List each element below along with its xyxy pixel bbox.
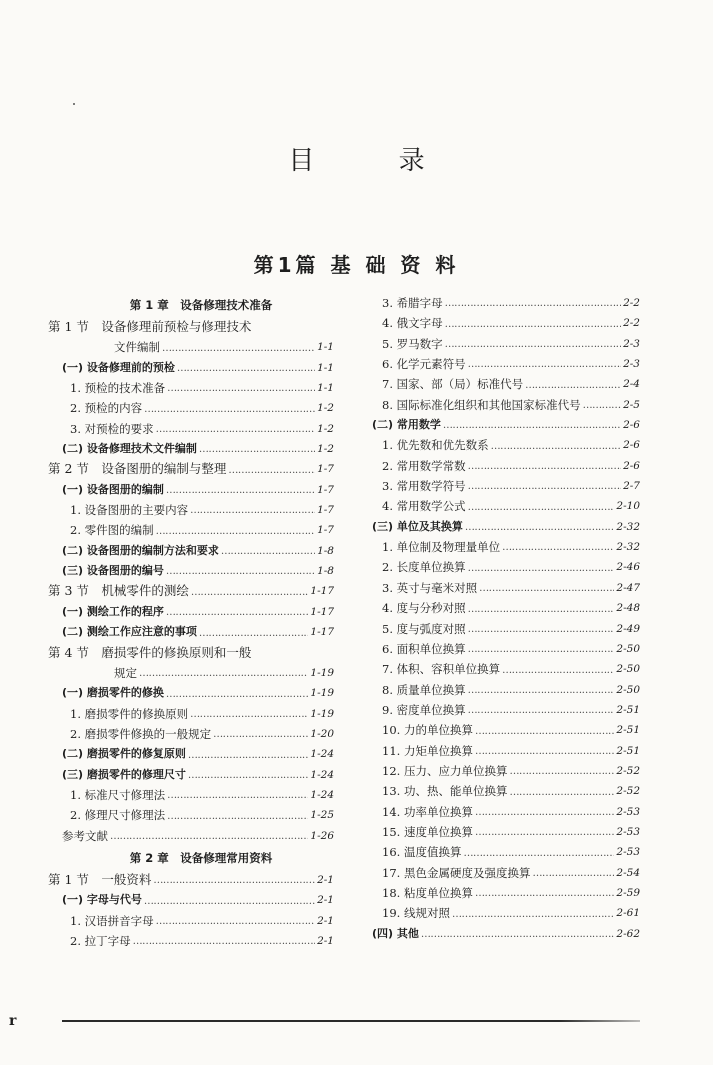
toc-dot-leader (156, 421, 315, 439)
toc-entry-title: 1. 汉语拼音字母 (70, 913, 154, 928)
toc-entry-title: (二) 设备图册的编制方法和要求 (62, 543, 219, 557)
toc-entry-page: 2-32 (616, 541, 640, 554)
toc-entry-item (48, 931, 334, 951)
toc-entry-page: 2-51 (616, 703, 640, 716)
toc-entry-title: 2. 拉丁字母 (70, 933, 131, 948)
toc-dot-leader (156, 913, 315, 931)
toc-entry-title: 17. 黑色金属硬度及强度换算 (382, 865, 531, 880)
toc-entry-page: 2-1 (317, 894, 334, 907)
toc-dot-leader (583, 397, 621, 415)
toc-dot-leader (468, 356, 621, 374)
toc-entry-page: 1-25 (310, 809, 334, 822)
toc-dot-leader (177, 360, 315, 378)
toc-entry-title: 2. 零件图的编制 (70, 523, 154, 538)
toc-dot-leader (167, 787, 308, 805)
toc-dot-leader (468, 560, 615, 578)
toc-dot-leader (166, 686, 309, 704)
toc-entry-item (372, 842, 640, 862)
toc-entry-title: 6. 化学元素符号 (382, 357, 466, 372)
toc-entry-section (48, 317, 334, 337)
toc-entry-title: (二) 常用数学 (372, 418, 441, 432)
toc-entry-title: (三) 单位及其换算 (372, 519, 463, 533)
toc-entry-item (372, 619, 640, 639)
toc-entry-page: 1-19 (310, 707, 334, 720)
toc-entry-title: 12. 压力、应力单位换算 (382, 763, 508, 778)
toc-dot-leader (468, 702, 615, 720)
toc-entry-page: 2-50 (616, 663, 640, 676)
toc-entry-item (372, 761, 640, 781)
toc-entry-item (372, 476, 640, 496)
toc-entry-page: 2-50 (616, 683, 640, 696)
toc-dot-leader (445, 295, 621, 313)
toc-entry-title: (一) 磨损零件的修换 (62, 686, 164, 700)
toc-entry-title: (三) 设备图册的编号 (62, 564, 164, 578)
toc-entry-title: (一) 设备图册的编制 (62, 482, 164, 496)
toc-entry-item (48, 419, 334, 439)
toc-entry-title: 1. 预检的技术准备 (70, 381, 166, 396)
toc-entry-page: 2-61 (616, 907, 640, 920)
toc-entry-page: 1-24 (310, 788, 334, 801)
toc-entry-title: 2. 长度单位换算 (382, 560, 466, 575)
toc-entry-page: 2-1 (317, 914, 334, 927)
toc-entry-item (372, 700, 640, 720)
toc-entry-title: 2. 常用数学常数 (382, 458, 466, 473)
toc-right-column (372, 293, 640, 944)
toc-entry-item (372, 822, 640, 842)
toc-dot-leader (468, 458, 621, 476)
toc-entry-title: 4. 度与分秒对照 (382, 601, 466, 616)
toc-entry-page: 1-17 (310, 626, 334, 639)
toc-dot-leader (166, 604, 309, 622)
toc-entry-item (48, 500, 334, 520)
toc-entry-page: 1-8 (317, 565, 334, 578)
toc-entry-title: 1. 磨损零件的修换原则 (70, 706, 189, 721)
toc-entry-sub (48, 358, 334, 378)
toc-dot-leader (452, 906, 614, 924)
toc-entry-sub (48, 439, 334, 459)
toc-entry-page: 2-6 (623, 419, 640, 432)
toc-entry-page: 1-19 (310, 666, 334, 679)
toc-entry-item (372, 496, 640, 516)
toc-entry-page: 2-52 (616, 785, 640, 798)
toc-entry-page: 1-2 (317, 402, 334, 415)
toc-dot-leader (509, 784, 614, 802)
toc-entry-title: 16. 温度值换算 (382, 845, 462, 860)
toc-entry-sub (48, 744, 334, 764)
toc-entry-title: 1. 标准尺寸修理法 (70, 787, 166, 802)
toc-entry-item (372, 720, 640, 740)
toc-entry-page: 1-20 (310, 727, 334, 740)
toc-dot-leader (228, 462, 315, 480)
toc-entry-title: (三) 磨损零件的修理尺寸 (62, 767, 186, 781)
toc-entry-section (48, 581, 334, 601)
toc-entry-item (48, 398, 334, 418)
toc-entry-title: (一) 字母与代号 (62, 893, 142, 907)
toc-entry-page: 1-1 (317, 341, 334, 354)
toc-entry-sub (48, 541, 334, 561)
toc-entry-sub (48, 561, 334, 581)
toc-entry-title: (一) 测绘工作的程序 (62, 604, 164, 618)
toc-entry-title: 第 2 节 设备图册的编制与整理 (48, 461, 227, 477)
toc-entry-page: 2-52 (616, 764, 640, 777)
toc-entry-title: (二) 设备修理技术文件编制 (62, 442, 197, 456)
toc-entry-item (48, 805, 334, 825)
toc-dot-leader (144, 893, 315, 911)
toc-entry-page: 2-49 (616, 622, 640, 635)
toc-dot-leader (162, 340, 315, 358)
toc-dot-leader (199, 441, 315, 459)
toc-entry-page: 1-19 (310, 687, 334, 700)
toc-dot-leader (188, 747, 309, 765)
toc-entry-item (372, 354, 640, 374)
toc-entry-item (372, 537, 640, 557)
toc-dot-leader (475, 743, 614, 761)
toc-entry-page: 2-53 (616, 825, 640, 838)
toc-dot-leader (166, 482, 315, 500)
toc-entry-page: 1-17 (310, 605, 334, 618)
page-title: 目 录 (288, 146, 463, 176)
toc-entry-sub (372, 517, 640, 537)
toc-entry-title: 3. 希腊字母 (382, 296, 443, 310)
toc-entry-item (372, 293, 640, 313)
toc-entry-title: 2. 磨损零件修换的一般规定 (70, 726, 212, 741)
toc-dot-leader (153, 872, 315, 890)
toc-entry-title: 14. 功率单位换算 (382, 804, 473, 819)
toc-entry-title: 3. 英寸与毫米对照 (382, 580, 478, 595)
toc-entry-page: 2-47 (616, 581, 640, 594)
toc-dot-leader (468, 499, 615, 517)
toc-dot-leader (133, 933, 315, 951)
toc-entry-item (372, 741, 640, 761)
toc-entry-item (372, 659, 640, 679)
toc-entry-title: 8. 国际标准化组织和其他国家标准代号 (382, 397, 581, 412)
toc-entry-item (48, 520, 334, 540)
toc-entry-page: 2-2 (623, 317, 640, 330)
toc-entry-page: 2-54 (616, 866, 640, 879)
toc-entry-item (372, 598, 640, 618)
toc-entry-page: 1-7 (317, 483, 334, 496)
toc-entry-chapter (48, 846, 334, 870)
toc-entry-title: 1. 优先数和优先数系 (382, 438, 489, 453)
toc-dot-leader (502, 539, 614, 557)
toc-entry-title: 第 1 节 设备修理前预检与修理技术 (48, 319, 252, 334)
toc-entry-title: 1. 单位制及物理量单位 (382, 540, 501, 555)
toc-entry-page: 2-51 (616, 744, 640, 757)
toc-entry-page: 1-1 (317, 361, 334, 374)
toc-dot-leader (468, 621, 615, 639)
toc-entry-item (372, 863, 640, 883)
toc-entry-item (48, 724, 334, 744)
toc-entry-page: 2-53 (616, 805, 640, 818)
toc-entry-page: 1-8 (317, 544, 334, 557)
toc-entry-page: 2-32 (616, 520, 640, 533)
toc-entry-page: 2-51 (616, 724, 640, 737)
toc-entry-sub (48, 683, 334, 703)
toc-entry-page: 2-3 (623, 337, 640, 350)
toc-entry-title: 2. 预检的内容 (70, 401, 143, 416)
toc-dot-leader (475, 723, 614, 741)
toc-entry-page: 1-2 (317, 443, 334, 456)
toc-entry-title: 11. 力矩单位换算 (382, 743, 473, 758)
toc-entry-item (48, 911, 334, 931)
toc-entry-title: 文件编制 (114, 340, 160, 355)
toc-entry-title: 第 1 章 设备修理技术准备 (129, 298, 273, 312)
toc-dot-leader (156, 523, 315, 541)
toc-entry-section (48, 643, 334, 663)
toc-entry-title: 15. 速度单位换算 (382, 824, 473, 839)
toc-dot-leader (167, 380, 315, 398)
toc-entry-page: 2-50 (616, 642, 640, 655)
toc-entry-sub (48, 622, 334, 642)
toc-entry-cont (48, 663, 334, 683)
toc-entry-item (372, 802, 640, 822)
toc-entry-item (372, 313, 640, 333)
toc-entry-page: 2-6 (623, 439, 640, 452)
toc-entry-title: 3. 常用数学符号 (382, 479, 466, 494)
toc-dot-leader (421, 926, 615, 944)
toc-entry-title: (二) 磨损零件的修复原则 (62, 747, 186, 761)
toc-entry-title: 8. 质量单位换算 (382, 682, 466, 697)
toc-entry-item (48, 378, 334, 398)
toc-dot-leader (468, 641, 615, 659)
toc-dot-leader (465, 519, 615, 537)
toc-entry-title: 13. 功、热、能单位换算 (382, 784, 508, 799)
toc-entry-page: 2-59 (616, 886, 640, 899)
toc-entry-title: 4. 常用数学公式 (382, 499, 466, 514)
toc-dot-leader (139, 665, 308, 683)
toc-entry-title: 4. 俄文字母 (382, 316, 443, 331)
toc-entry-page: 2-2 (623, 297, 640, 309)
toc-entry-page: 2-3 (623, 358, 640, 371)
toc-dot-leader (144, 401, 315, 419)
toc-entry-title: 6. 面积单位换算 (382, 641, 466, 656)
toc-entry-title: (二) 测绘工作应注意的事项 (62, 625, 197, 639)
toc-entry-item (372, 395, 640, 415)
toc-entry-title: 第 2 章 设备修理常用资料 (129, 850, 273, 865)
toc-entry-chapter (48, 293, 334, 317)
toc-entry-title: 9. 密度单位换算 (382, 702, 466, 717)
toc-entry-sub (372, 415, 640, 435)
toc-entry-item (48, 704, 334, 724)
toc-dot-leader (191, 584, 309, 602)
scan-edge-mark: r (9, 1013, 17, 1029)
toc-entry-title: 10. 力的单位换算 (382, 723, 473, 738)
scan-speck (73, 103, 75, 105)
toc-entry-page: 2-10 (616, 500, 640, 513)
toc-entry-page: 1-1 (317, 382, 334, 395)
toc-entry-title: 7. 国家、部（局）标准代号 (382, 377, 524, 392)
toc-entry-title: (一) 设备修理前的预检 (62, 360, 175, 374)
toc-dot-leader (475, 824, 614, 842)
toc-entry-title: 7. 体积、容积单位换算 (382, 662, 501, 677)
toc-dot-leader (468, 601, 615, 619)
toc-entry-page: 1-24 (310, 768, 334, 781)
toc-entry-title: 19. 线规对照 (382, 906, 450, 921)
toc-dot-leader (188, 767, 309, 785)
toc-entry-item (372, 883, 640, 903)
toc-entry-title: 规定 (114, 665, 137, 680)
toc-dot-leader (199, 625, 309, 643)
toc-dot-leader (468, 478, 621, 496)
toc-dot-leader (475, 885, 614, 903)
toc-dot-leader (463, 845, 614, 863)
toc-entry-item (372, 557, 640, 577)
toc-entry-page: 2-6 (623, 459, 640, 472)
toc-entry-item (372, 578, 640, 598)
toc-entry-page: 1-7 (317, 463, 334, 476)
part-title: 第1篇 基 础 资 料 (253, 253, 460, 277)
toc-entry-title: 第 3 节 机械零件的测绘 (48, 583, 189, 599)
toc-entry-page: 1-7 (317, 524, 334, 537)
toc-entry-page: 1-2 (317, 422, 334, 435)
toc-entry-item (372, 680, 640, 700)
toc-dot-leader (468, 682, 615, 700)
toc-entry-item (372, 781, 640, 801)
toc-entry-page: 2-48 (616, 602, 640, 615)
toc-entry-page: 1-7 (317, 504, 334, 517)
toc-entry-cont (48, 337, 334, 357)
toc-entry-page: 2-1 (317, 873, 334, 886)
toc-entry-sub (48, 602, 334, 622)
toc-left-column (48, 293, 334, 951)
toc-entry-sub (372, 924, 640, 944)
toc-dot-leader (525, 377, 621, 395)
toc-dot-leader (167, 808, 308, 826)
toc-dot-leader (443, 417, 621, 435)
toc-entry-page: 2-46 (616, 561, 640, 574)
toc-entry-page: 2-5 (623, 398, 640, 411)
toc-entry-ref (48, 826, 334, 846)
toc-entry-section (48, 459, 334, 479)
toc-dot-leader (502, 662, 614, 680)
toc-entry-sub (48, 890, 334, 910)
toc-entry-page: 1-26 (310, 829, 334, 842)
toc-dot-leader (491, 438, 621, 456)
toc-entry-page: 2-1 (317, 934, 334, 947)
toc-entry-title: 1. 设备图册的主要内容 (70, 503, 189, 518)
toc-dot-leader (190, 502, 315, 520)
toc-dot-leader (509, 763, 614, 781)
toc-entry-title: 18. 粘度单位换算 (382, 885, 473, 900)
toc-entry-title: 第 1 节 一般资料 (48, 871, 152, 887)
toc-entry-page: 2-53 (616, 846, 640, 859)
bottom-rule (62, 1020, 640, 1022)
toc-entry-item (372, 435, 640, 455)
toc-entry-title: 3. 对预检的要求 (70, 421, 154, 436)
toc-entry-page: 2-7 (623, 480, 640, 493)
toc-entry-title: 2. 修理尺寸修理法 (70, 808, 166, 823)
toc-entry-item (372, 334, 640, 354)
toc-entry-item (372, 639, 640, 659)
toc-dot-leader (445, 336, 621, 354)
toc-entry-title: (四) 其他 (372, 926, 419, 940)
toc-dot-leader (110, 828, 308, 846)
toc-dot-leader (190, 706, 308, 724)
toc-entry-item (372, 374, 640, 394)
toc-dot-leader (445, 316, 621, 334)
toc-entry-sub (48, 480, 334, 500)
toc-dot-leader (479, 580, 614, 598)
toc-entry-item (48, 785, 334, 805)
toc-entry-item (372, 903, 640, 923)
toc-entry-title: 5. 罗马数字 (382, 336, 443, 351)
toc-entry-title: 第 4 节 磨损零件的修换原则和一般 (48, 644, 252, 660)
toc-dot-leader (475, 804, 614, 822)
toc-entry-page: 1-24 (310, 748, 334, 761)
toc-entry-item (372, 456, 640, 476)
toc-dot-leader (166, 563, 315, 581)
toc-dot-leader (221, 543, 315, 561)
toc-dot-leader (532, 865, 614, 883)
toc-entry-title: 参考文献 (62, 828, 108, 843)
toc-entry-section (48, 870, 334, 890)
toc-entry-sub (48, 765, 334, 785)
toc-entry-page: 2-4 (623, 378, 640, 391)
toc-entry-page: 1-17 (310, 585, 334, 598)
toc-entry-page: 2-62 (616, 927, 640, 940)
toc-dot-leader (213, 726, 308, 744)
toc-entry-title: 5. 度与弧度对照 (382, 621, 466, 636)
